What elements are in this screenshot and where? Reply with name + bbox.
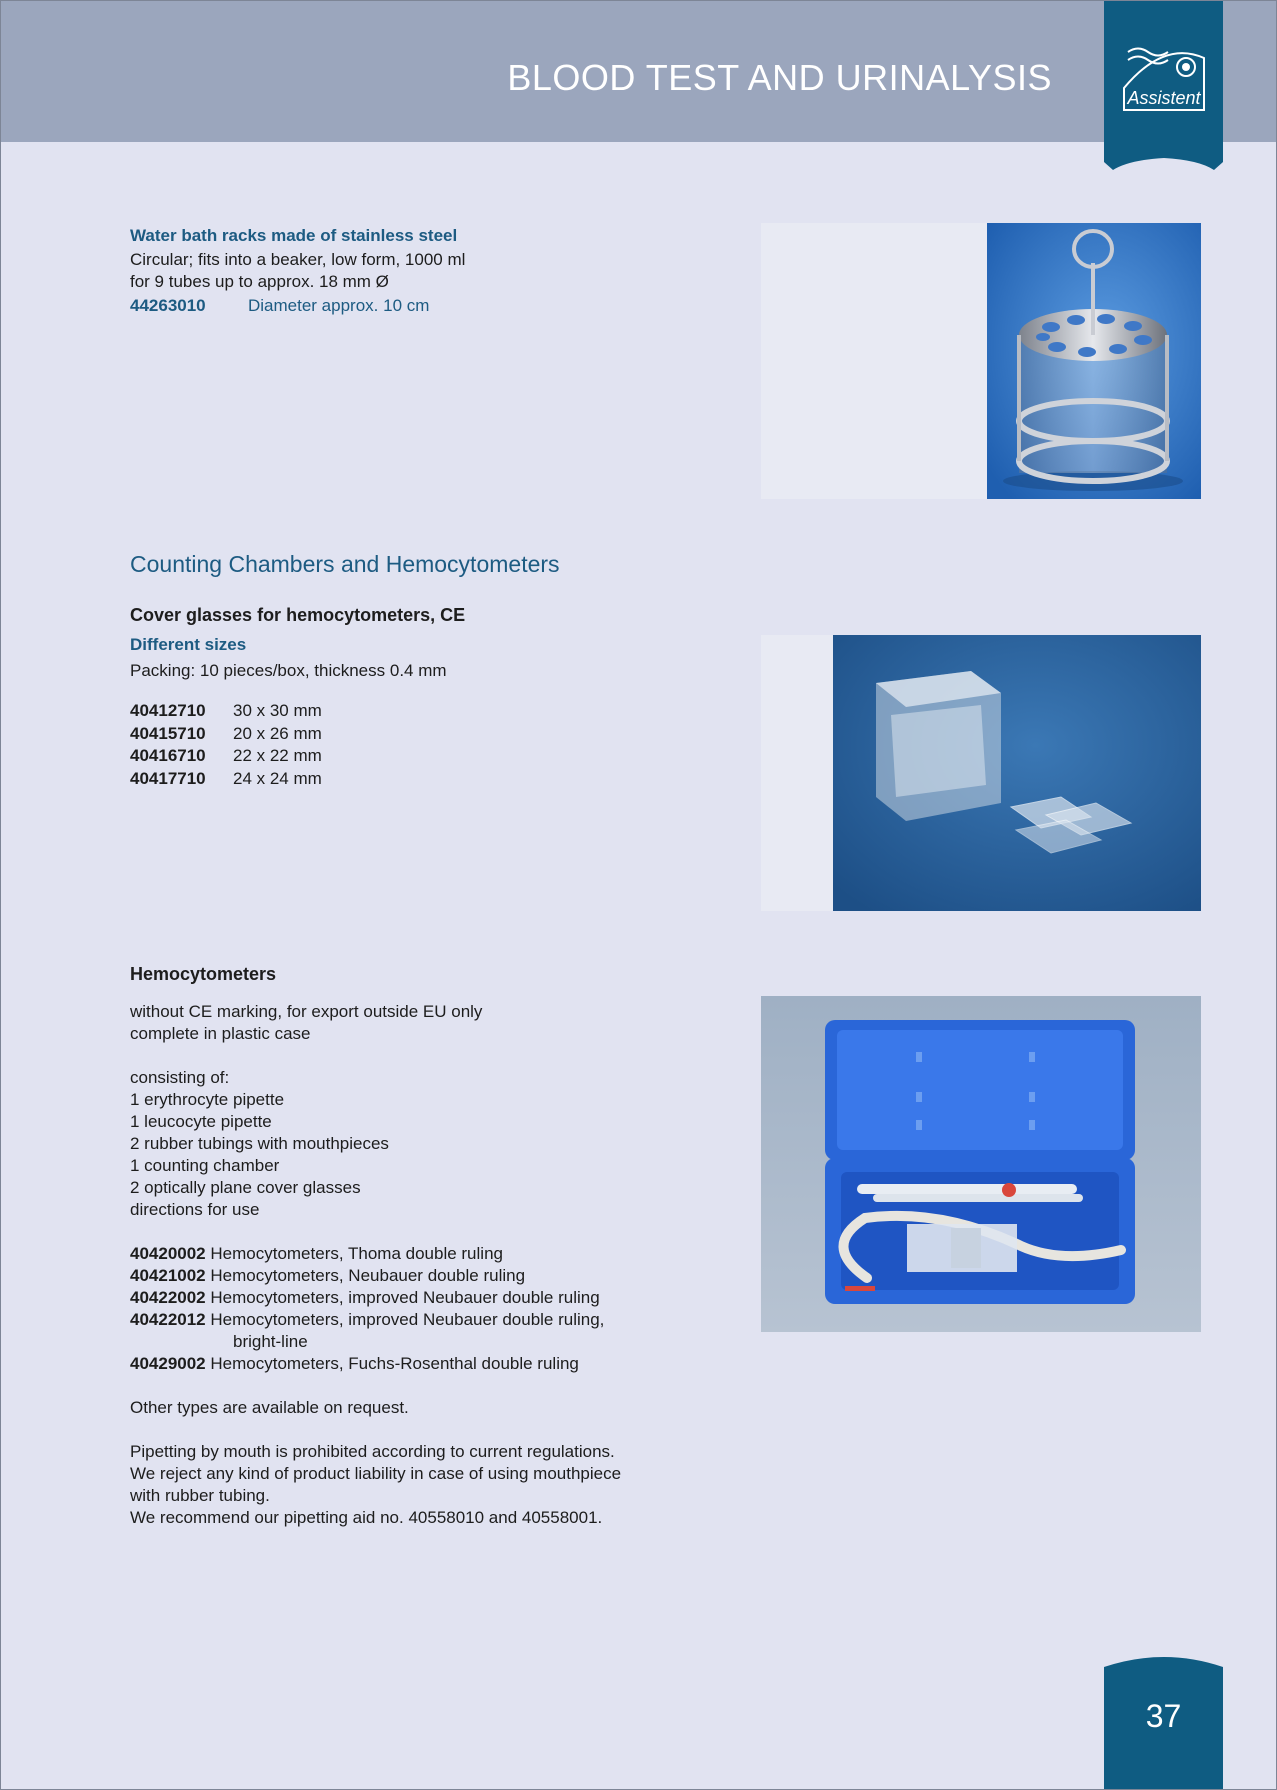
page-number: 37 bbox=[1145, 1698, 1182, 1734]
cover-subtitle: Different sizes bbox=[130, 635, 247, 654]
list-item: 2 optically plane cover glasses bbox=[130, 1178, 361, 1197]
rack-image bbox=[761, 223, 1201, 499]
hemo-consisting: consisting of: bbox=[130, 1068, 230, 1087]
page-title: BLOOD TEST AND URINALYSIS bbox=[507, 57, 1052, 98]
table-row: 40420002 Hemocytometers, Thoma double ruling bbox=[130, 1244, 503, 1263]
table-row: 40422002 Hemocytometers, improved Neubauer double ruling bbox=[130, 1288, 600, 1307]
table-row: 40415710 20 x 26 mm bbox=[130, 723, 322, 743]
list-item: directions for use bbox=[130, 1200, 260, 1219]
note-line: with rubber tubing. bbox=[130, 1486, 270, 1505]
rack-section bbox=[130, 225, 690, 317]
cover-section bbox=[130, 604, 690, 790]
hemo-code-list bbox=[130, 1243, 710, 1375]
list-item: 1 counting chamber bbox=[130, 1156, 280, 1175]
hemocytometer-image bbox=[761, 996, 1201, 1332]
svg-text:Assistent: Assistent bbox=[1127, 88, 1201, 108]
hemo-intro-1: without CE marking, for export outside EU only bbox=[130, 1002, 483, 1021]
rack-desc-line-2: for 9 tubes up to approx. 18 mm Ø bbox=[130, 272, 389, 291]
section-title: Counting Chambers and Hemocytometers bbox=[130, 551, 560, 577]
table-row: 40422012 Hemocytometers, improved Neubauer double ruling, bbox=[130, 1310, 605, 1329]
table-row: 40412710 30 x 30 mm bbox=[130, 701, 322, 720]
list-item: 1 leucocyte pipette bbox=[130, 1112, 272, 1131]
hemo-section bbox=[130, 963, 710, 1529]
hemo-other-types: Other types are available on request. bbox=[130, 1398, 409, 1417]
cover-code-table bbox=[130, 700, 322, 790]
assistent-logo bbox=[1104, 0, 1223, 177]
note-line: We reject any kind of product liability in case of using mouthpiece bbox=[130, 1464, 622, 1483]
hemo-note bbox=[130, 1441, 710, 1529]
table-row: 40416710 22 x 22 mm bbox=[130, 746, 322, 765]
hemo-intro-2: complete in plastic case bbox=[130, 1024, 311, 1043]
hemo-title: Hemocytometers bbox=[130, 964, 277, 984]
note-line: Pipetting by mouth is prohibited according to current regulations. bbox=[130, 1442, 615, 1461]
table-row: 40421002 Hemocytometers, Neubauer double ruling bbox=[130, 1266, 526, 1285]
list-item: 2 rubber tubings with mouthpieces bbox=[130, 1134, 389, 1153]
rack-code-desc: Diameter approx. 10 cm bbox=[248, 296, 430, 315]
rack-code: 44263010 bbox=[130, 296, 206, 315]
rack-desc-line-1: Circular; fits into a beaker, low form, 1000 ml bbox=[130, 250, 466, 269]
note-line: We recommend our pipetting aid no. 40558010 and 40558001. bbox=[130, 1508, 603, 1527]
table-row: 40417710 24 x 24 mm bbox=[130, 768, 322, 788]
table-row: 40429002 Hemocytometers, Fuchs-Rosenthal double ruling bbox=[130, 1354, 579, 1373]
list-item: 1 erythrocyte pipette bbox=[130, 1090, 285, 1109]
cover-packing: Packing: 10 pieces/box, thickness 0.4 mm bbox=[130, 661, 447, 680]
cover-title: Cover glasses for hemocytometers, CE bbox=[130, 605, 466, 625]
rack-title: Water bath racks made of stainless steel bbox=[130, 226, 458, 245]
table-row-continuation: bright-line bbox=[233, 1332, 308, 1351]
cover-glass-image bbox=[761, 635, 1201, 911]
